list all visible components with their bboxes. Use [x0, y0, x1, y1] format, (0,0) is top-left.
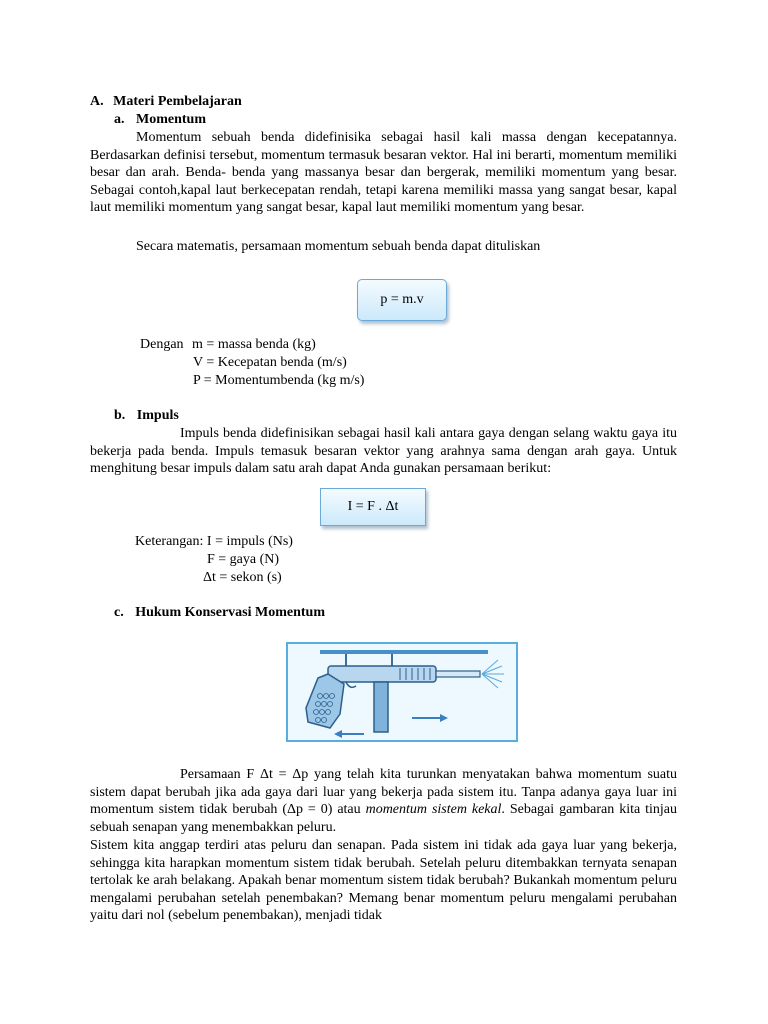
momentum-paragraph-2: Secara matematis, persamaan momentum sebuah benda dapat dituliskan	[136, 239, 541, 254]
definition-intro: Dengan	[140, 337, 184, 352]
subsection-title: Impuls	[136, 408, 179, 423]
subsection-heading-momentum	[114, 111, 701, 129]
definition-velocity: V = Kecepatan benda (m/s)	[193, 355, 347, 370]
impuls-formula-box	[320, 488, 426, 526]
subsection-title: Hukum Konservasi Momentum	[135, 605, 326, 620]
momentum-definition-intro-line	[140, 336, 727, 354]
konservasi-p1-italic: momentum sistem kekal	[365, 802, 502, 818]
konservasi-p1-start: Persamaan F Δt = Δp yang telah kita turunkan menyatakan bahwa momentum suatu sistem dapat berubah jika ada gaya dari luar yang bekerja pada sistem itu. Tanpa adanya gaya luar ini momentum sistem tidak berubah (Δp = 0) atau	[90, 767, 677, 818]
impuls-keterangan-2: F = gaya (N)	[207, 552, 280, 567]
gun-recoil-figure	[286, 642, 518, 742]
definition-mass: m = massa benda (kg)	[192, 337, 316, 352]
momentum-paragraph-1: Momentum sebuah benda didefinisika sebagai hasil kali massa dengan kecepatannya. Berdasarkan definisi tersebut, momentum termasuk besaran vektor. Hal ini berarti, momentum memiliki besar dan arah. Benda- benda yang massanya besar dan bergerak, memiliki momentum yang besar. Sebagai contoh,kapal laut berkecepatan rendah, tetapi karena memiliki massa yang sangat besar, kapal laut memiliki momentum yang sangat besar, kapal laut memiliki momentum yang besar.	[90, 130, 677, 216]
bullet-arrowhead	[440, 714, 448, 722]
definition-momentum: P = Momentumbenda (kg m/s)	[193, 373, 365, 388]
section-heading	[90, 93, 677, 111]
subsection-heading-impuls	[114, 407, 701, 425]
impuls-formula: I = F . Δt	[347, 499, 399, 514]
recoil-arrowhead	[334, 730, 342, 738]
konservasi-p1-end: . Sebagai gambaran kita tinjau sebuah senapan yang menembakkan peluru.	[90, 802, 677, 835]
impuls-paragraph: Impuls benda didefinisikan sebagai hasil kali antara gaya dengan selang waktu gaya itu bekerja pada benda. Impuls temasuk besaran vektor yang arahnya sama dengan arah gaya. Untuk menghitung besar impuls dalam satu arah dapat Anda gunakan persamaan berikut:	[90, 426, 677, 477]
subsection-marker: c.	[114, 605, 124, 620]
subsection-title: Momentum	[136, 112, 206, 127]
impuls-keterangan-3: Δt = sekon (s)	[203, 570, 282, 585]
ceiling-bar	[320, 650, 488, 654]
konservasi-paragraph-2: Sistem kita anggap terdiri atas peluru dan senapan. Pada sistem ini tidak ada gaya luar yang bekerja, sehingga kita harapkan momentum sistem tidak berubah. Setelah peluru ditembakkan ternyata senapan tertolak ke arah belakang. Apakah benar momentum sistem tidak berubah? Bukankah momentum peluru mengalami perubahan setelah penembakan? Memang benar momentum peluru mengalami perubahan yaitu dari nol (sebelum penembakan), menjadi tidak	[90, 838, 677, 924]
subsection-marker: a.	[114, 112, 125, 127]
section-title: Materi Pembelajaran	[113, 94, 242, 109]
gun-body	[328, 666, 436, 682]
gun-trigger	[346, 682, 356, 687]
momentum-formula-box	[357, 279, 447, 321]
section-marker: A.	[90, 94, 104, 109]
momentum-formula: p = m.v	[380, 292, 424, 307]
gun-illustration	[288, 644, 516, 740]
muzzle-flash	[482, 660, 504, 688]
subsection-heading-konservasi	[114, 604, 701, 622]
impuls-keterangan-1: Keterangan: I = impuls (Ns)	[135, 534, 293, 549]
subsection-marker: b.	[114, 408, 126, 423]
gun-handle	[306, 674, 344, 728]
gun-barrel	[436, 671, 480, 677]
gun-magazine	[374, 682, 388, 732]
konservasi-paragraph-1	[90, 766, 677, 836]
